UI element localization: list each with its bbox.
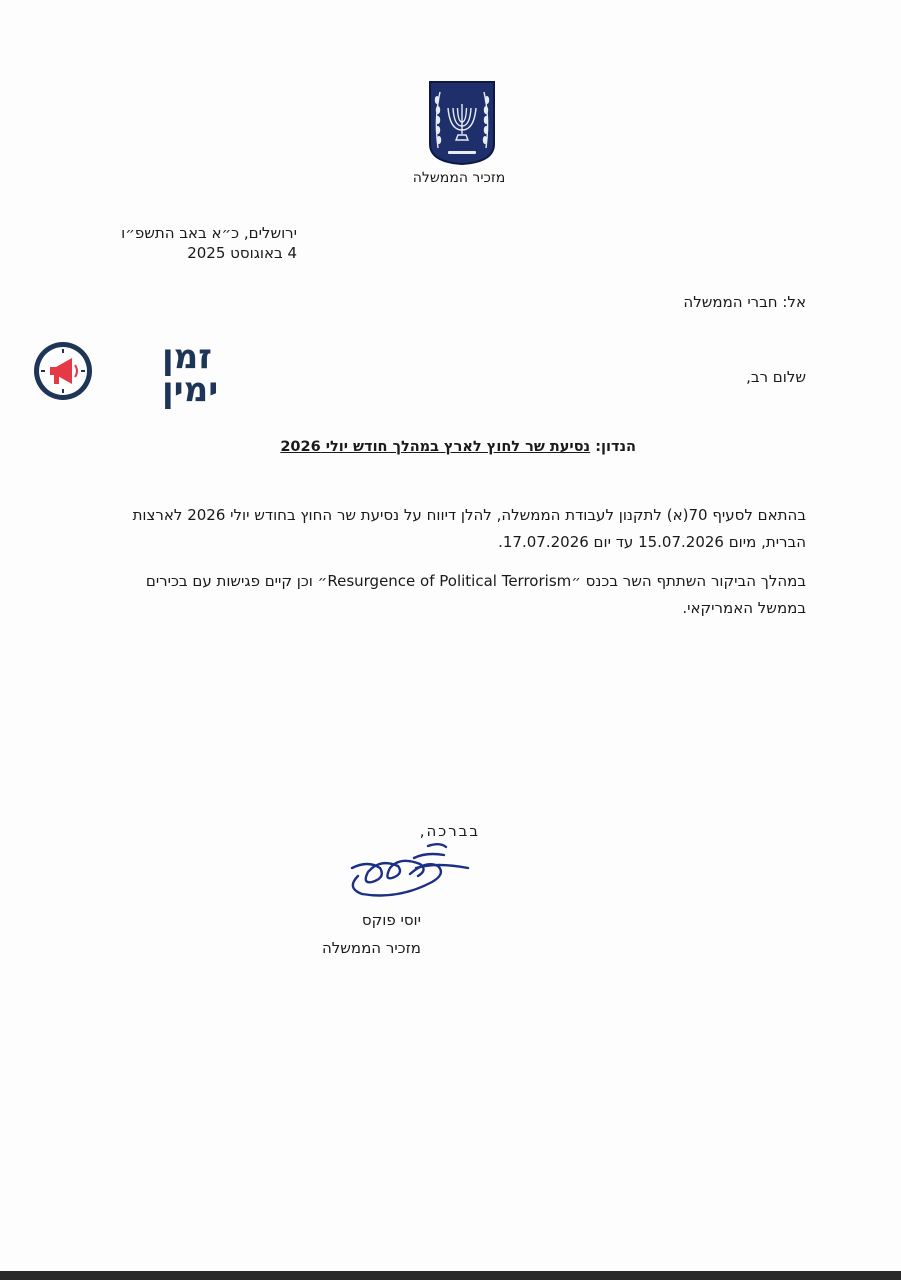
paragraph-1-line-2: הברית, מיום 15.07.2026 עד יום 17.07.2026. — [498, 533, 806, 551]
zman-yamin-watermark — [30, 337, 219, 410]
signature-icon — [328, 838, 478, 900]
addressee: אל: חברי הממשלה — [683, 293, 806, 311]
gregorian-date: 4 באוגוסט 2025 — [187, 244, 297, 262]
greeting: שלום רב, — [746, 368, 806, 386]
paragraph-2-line-1: במהלך הביקור השתתף השר בכנס ״Resurgence of Political Terrorism״ וכן קיים פגישות עם בכירים — [145, 572, 806, 590]
paragraph-2-line-2: בממשל האמריקאי. — [682, 599, 806, 617]
office-title: מזכיר הממשלה — [412, 170, 506, 186]
closing: בברכה, — [419, 822, 480, 840]
signer-title: מזכיר הממשלה — [321, 939, 421, 957]
watermark-line2: ימין — [162, 370, 219, 410]
hebrew-date: ירושלים, כ״א באב התשפ״ו — [121, 224, 297, 242]
watermark-line1: זמן — [162, 337, 212, 377]
subject-line — [280, 439, 636, 455]
scan-bottom-edge — [0, 1271, 901, 1280]
state-emblem-icon — [426, 78, 498, 166]
signer-name: יוסי פוקס — [361, 911, 421, 929]
paragraph-1-line-1: בהתאם לסעיף 70(א) לתקנון לעבודת הממשלה, להלן דיווח על נסיעת שר החוץ בחודש יולי 2026 לארצות — [132, 506, 806, 524]
megaphone-clock-icon — [34, 342, 92, 400]
subject-label: הנדון: — [590, 439, 636, 455]
subject-text: נסיעת שר לחוץ לארץ במהלך חודש יולי 2026 — [280, 439, 591, 455]
